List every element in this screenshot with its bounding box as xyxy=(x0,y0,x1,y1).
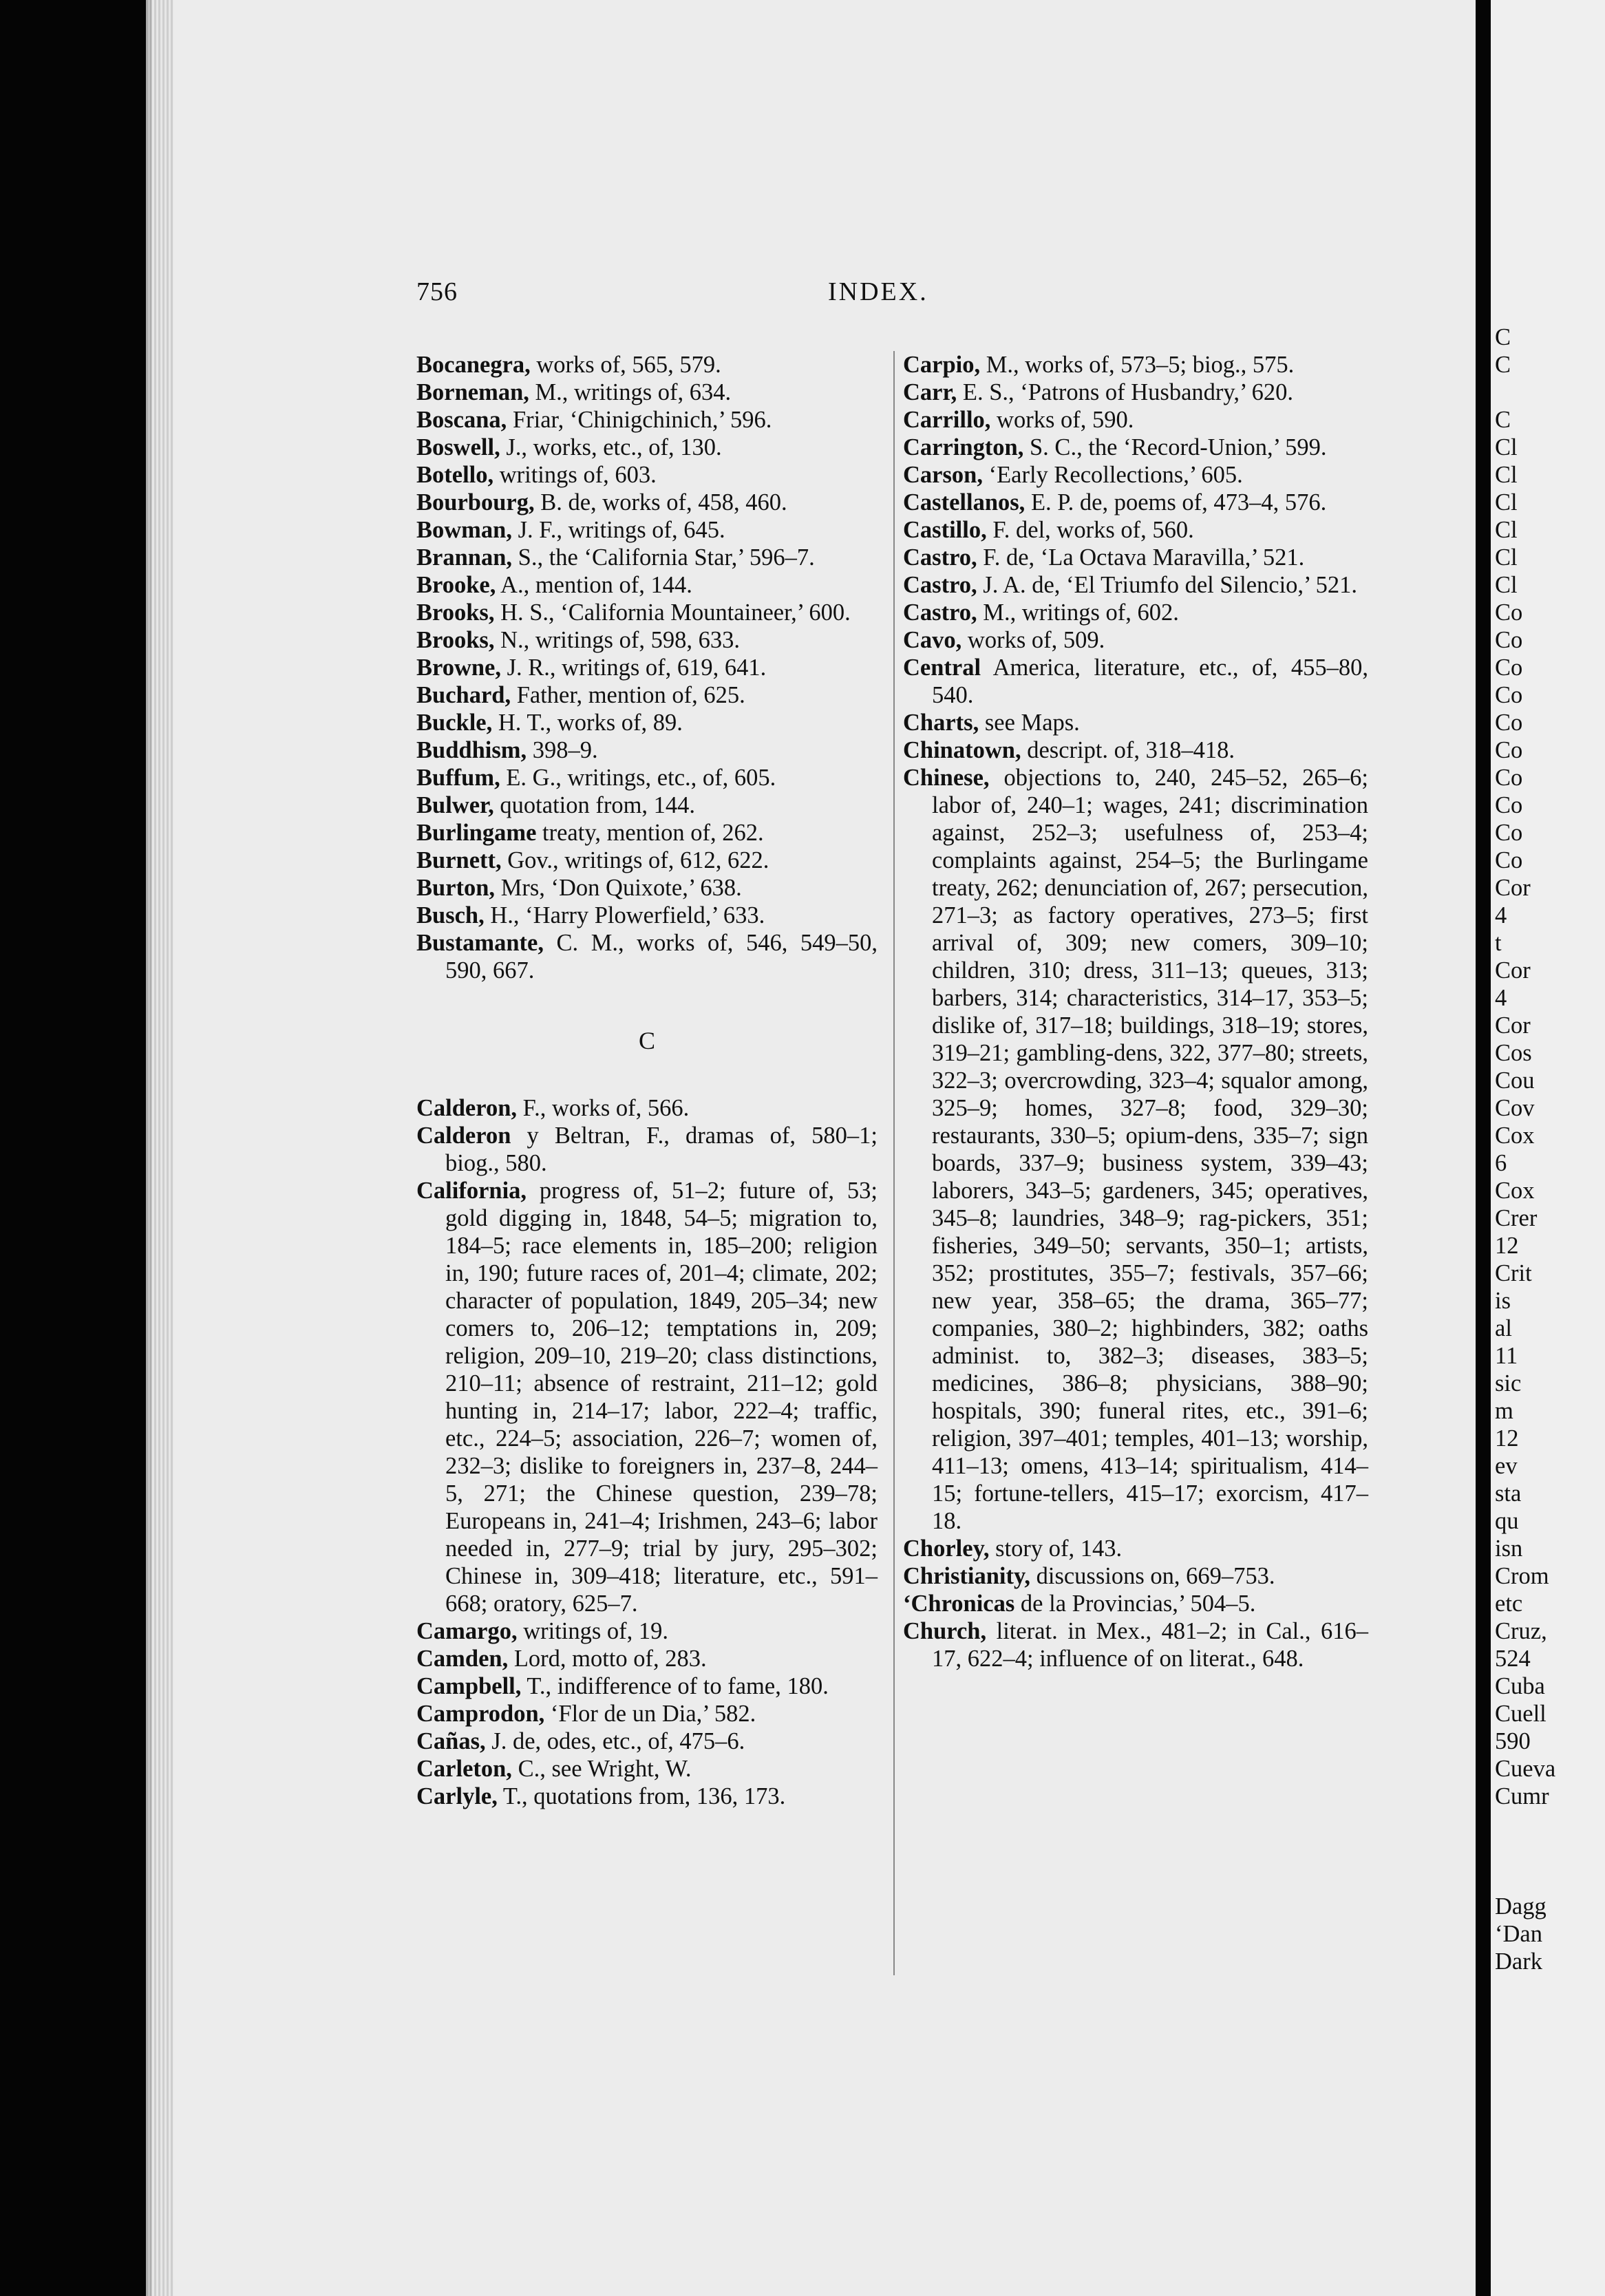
adjacent-page-fragment xyxy=(1495,379,1555,406)
adjacent-page-fragment: Crit xyxy=(1495,1260,1532,1286)
entry-text: works of, 565, 579. xyxy=(530,352,721,378)
entry-text: works of, 509. xyxy=(961,627,1105,653)
entry-text: M., works of, 573–5; biog., 575. xyxy=(980,352,1295,378)
adjacent-page-fragment: Cuell xyxy=(1495,1701,1546,1727)
index-entry xyxy=(416,847,878,874)
index-entry xyxy=(416,1755,878,1783)
index-entry xyxy=(416,626,878,654)
entry-text: J. F., writings of, 645. xyxy=(511,517,725,543)
entry-head: Bocanegra, xyxy=(416,352,531,378)
entry-text: T., quotations from, 136, 173. xyxy=(497,1783,786,1809)
entry-head: California, xyxy=(416,1178,527,1204)
entry-head: Carpio, xyxy=(903,352,981,378)
adjacent-page-fragment: Cumr xyxy=(1495,1783,1549,1809)
entry-text: F., works of, 566. xyxy=(517,1095,690,1121)
entry-head: Browne, xyxy=(416,655,501,681)
index-entry xyxy=(416,1783,878,1810)
adjacent-page-fragment: Co xyxy=(1495,655,1523,681)
adjacent-page-fragment: 590 xyxy=(1495,1728,1531,1754)
entry-text: objections to, 240, 245–52, 265–6; labor of, 240–1; wages, 241; discrimination against, 252–3; usefulness of, 253–4; complaints against, 254–5; the Burlingame treaty, 262; denunciation of, 267; persecution, 271–3; as factory operatives, 273–5; first arrival of, 309; new comers, 309–10; children, 310; dress, 311–13; queues, 313; barbers, 314; characteristics, 314–17, 353–5; dislike of, 317–18; buildings, 318–19; stores, 319–21; gambling-dens, 322, 377–80; streets, 322–3; overcrowding, 323–4; squalor among, 325–9; homes, 327–8; food, 329–30; restaurants, 330–5; opium-dens, 335–7; sign boards, 337–9; business system, 339–43; laborers, 343–5; gardeners, 345; operatives, 345–8; laundries, 348–9; rag-pickers, 351; fisheries, 349–50; servants, 350–1; artists, 352; prostitutes, 355–7; festivals, 357–66; new year, 358–65; the drama, 365–77; companies, 380–2; highbinders, 382; oaths administ. to, 382–3; diseases, 383–5; medicines, 386–8; physicians, 388–90; hospitals, 390; funeral rites, etc., 391–6; religion, 397–401; temples, 401–13; worship, 411–13; omens, 413–14; spiritualism, 414–15; fortune-tellers, 415–17; exorcism, 417–18. xyxy=(932,765,1368,1534)
entry-text: quotation from, 144. xyxy=(493,792,696,818)
index-entry xyxy=(416,544,878,571)
entry-text: H., ‘Harry Plowerfield,’ 633. xyxy=(484,902,765,928)
adjacent-page-fragment: Cl xyxy=(1495,544,1518,571)
entry-head: Calderon, xyxy=(416,1095,518,1121)
index-entry xyxy=(903,571,1368,599)
adjacent-page-fragment: Co xyxy=(1495,599,1523,626)
entry-text: B. de, works of, 458, 460. xyxy=(534,489,787,515)
adjacent-page-fragment: Dagg xyxy=(1495,1893,1546,1920)
entry-head: Carr, xyxy=(903,379,957,405)
entry-text: J. R., writings of, 619, 641. xyxy=(501,655,767,681)
entry-text: see Maps. xyxy=(979,710,1080,736)
entry-head: Chinatown, xyxy=(903,737,1021,763)
index-entry xyxy=(416,736,878,764)
entry-head: Brooke, xyxy=(416,572,496,598)
entry-head: Bourbourg, xyxy=(416,489,535,515)
adjacent-page-fragment: Cuba xyxy=(1495,1673,1545,1699)
adjacent-page-fragment: 6 xyxy=(1495,1150,1507,1176)
index-entry xyxy=(903,736,1368,764)
entry-head: Buckle, xyxy=(416,710,493,736)
entry-text: N., writings of, 598, 633. xyxy=(494,627,740,653)
entry-head: Central xyxy=(903,655,981,681)
entries-b xyxy=(416,351,878,984)
index-entry xyxy=(416,1094,878,1122)
entry-text: H. T., works of, 89. xyxy=(492,710,683,736)
entry-text: works of, 590. xyxy=(990,407,1134,433)
entry-text: J., works, etc., of, 130. xyxy=(500,434,722,460)
index-entry xyxy=(903,434,1368,461)
entry-head: Carlyle, xyxy=(416,1783,498,1809)
index-entry xyxy=(903,1590,1368,1617)
adjacent-page-fragment: Co xyxy=(1495,737,1523,763)
entry-text: E. P. de, poems of, 473–4, 576. xyxy=(1025,489,1327,515)
entry-text: H. S., ‘California Mountaineer,’ 600. xyxy=(494,599,851,626)
entry-head: Brooks, xyxy=(416,599,495,626)
index-entry xyxy=(416,1177,878,1617)
adjacent-page-fragment: Co xyxy=(1495,847,1523,873)
index-entry xyxy=(416,1700,878,1728)
entry-head: Buddhism, xyxy=(416,737,527,763)
adjacent-page-fragment: Cl xyxy=(1495,462,1518,488)
index-entry xyxy=(903,351,1368,379)
entry-head: Burnett, xyxy=(416,847,502,873)
entry-head: Castillo, xyxy=(903,517,987,543)
adjacent-page-fragment: m xyxy=(1495,1398,1513,1424)
entry-text: writings of, 19. xyxy=(517,1618,669,1644)
index-entry xyxy=(903,626,1368,654)
entry-text: M., writings of, 634. xyxy=(529,379,732,405)
entry-head: Camden, xyxy=(416,1646,509,1672)
index-entry xyxy=(416,571,878,599)
index-entry xyxy=(903,461,1368,489)
index-entry xyxy=(416,599,878,626)
entry-head: Borneman, xyxy=(416,379,529,405)
entry-text: Gov., writings of, 612, 622. xyxy=(501,847,769,873)
entry-text: M., writings of, 602. xyxy=(977,599,1179,626)
entry-head: Chorley, xyxy=(903,1535,990,1562)
adjacent-page-fragment: Cor xyxy=(1495,957,1531,984)
adjacent-page-fragment: 12 xyxy=(1495,1425,1519,1452)
entry-text: ‘Flor de un Dia,’ 582. xyxy=(544,1701,756,1727)
adjacent-page-fragment: Cov xyxy=(1495,1095,1535,1121)
entry-text: E. S., ‘Patrons of Husbandry,’ 620. xyxy=(957,379,1293,405)
entry-text: descript. of, 318–418. xyxy=(1021,737,1235,763)
adjacent-page-fragment: etc xyxy=(1495,1591,1523,1617)
index-entry xyxy=(416,929,878,984)
entry-text: T., indifference of to fame, 180. xyxy=(521,1673,829,1699)
entry-text: E. G., writings, etc., of, 605. xyxy=(500,765,776,791)
index-entry xyxy=(903,1617,1368,1672)
entry-text: Lord, motto of, 283. xyxy=(508,1646,707,1672)
entries-c-continued xyxy=(903,351,1368,1672)
index-entry xyxy=(416,406,878,434)
adjacent-page-fragment: Cruz, xyxy=(1495,1618,1547,1644)
adjacent-page-fragment: Cor xyxy=(1495,1012,1531,1039)
adjacent-page-fragment: Co xyxy=(1495,765,1523,791)
index-entry xyxy=(903,764,1368,1535)
adjacent-page-fragment: Crom xyxy=(1495,1563,1549,1589)
index-entry xyxy=(903,489,1368,516)
entry-head: Carson, xyxy=(903,462,983,488)
adjacent-page-fragment: qu xyxy=(1495,1508,1519,1534)
entry-head: Charts, xyxy=(903,710,979,736)
entry-head: Busch, xyxy=(416,902,485,928)
entry-head: Buchard, xyxy=(416,682,511,708)
entry-text: treaty, mention of, 262. xyxy=(536,820,764,846)
entry-text: J. A. de, ‘El Triumfo del Silencio,’ 521. xyxy=(977,572,1357,598)
adjacent-page-fragment: Cl xyxy=(1495,489,1518,515)
adjacent-page-fragment: Cou xyxy=(1495,1067,1535,1094)
index-entry xyxy=(416,791,878,819)
index-entry xyxy=(416,489,878,516)
index-entry xyxy=(416,461,878,489)
adjacent-page-fragment: Dark xyxy=(1495,1948,1542,1975)
adjacent-page-fragment: 11 xyxy=(1495,1343,1518,1369)
entry-text: 398–9. xyxy=(527,737,598,763)
adjacent-page-fragment: Cl xyxy=(1495,434,1518,460)
adjacent-page-fragment: isn xyxy=(1495,1535,1523,1562)
adjacent-page-fragment: Cox xyxy=(1495,1123,1535,1149)
page-edges xyxy=(146,0,173,2296)
entry-text: literat. in Mex., 481–2; in Cal., 616–17, 622–4; influence of on literat., 648. xyxy=(932,1618,1368,1672)
index-entry xyxy=(416,902,878,929)
entry-head: Castellanos, xyxy=(903,489,1025,515)
adjacent-page-fragment: t xyxy=(1495,930,1502,956)
page-number: 756 xyxy=(416,277,458,306)
adjacent-page-fragment: Cl xyxy=(1495,517,1518,543)
entry-text: progress of, 51–2; future of, 53; gold digging in, 1848, 54–5; migration to, 184–5; race elements in, 185–200; religion in, 190; future races of, 201–4; climate, 202; character of population, 1849, 205–34; new comers to, 206–12; temptations in, 209; religion, 209–10, 219–20; class distinctions, 210–11; absence of restraint, 211–12; gold hunting in, 214–17; labor, 222–4; traffic, etc., 224–5; association, 226–7; women of, 232–3; dislike to foreigners in, 237–8, 244–5, 271; the Chinese question, 239–78; Europeans in, 241–4; Irishmen, 243–6; labor needed in, 277–9; trial by jury, 295–302; Chinese in, 309–418; literature, etc., 591–668; oratory, 625–7. xyxy=(445,1178,878,1617)
entry-head: Boswell, xyxy=(416,434,500,460)
entry-text: writings of, 603. xyxy=(493,462,657,488)
entry-head: Camprodon, xyxy=(416,1701,545,1727)
entry-head: Bulwer, xyxy=(416,792,494,818)
index-entry xyxy=(903,1535,1368,1562)
entry-head: Christianity, xyxy=(903,1563,1030,1589)
index-entry xyxy=(416,681,878,709)
adjacent-page-fragment: Cox xyxy=(1495,1178,1535,1204)
index-entry xyxy=(903,406,1368,434)
entry-head: Cavo, xyxy=(903,627,962,653)
index-entry xyxy=(903,516,1368,544)
index-entry xyxy=(416,1672,878,1700)
index-entry xyxy=(416,654,878,681)
adjacent-page-fragment: sic xyxy=(1495,1370,1522,1396)
adjacent-page-fragment: 524 xyxy=(1495,1646,1531,1672)
entry-head: Carrillo, xyxy=(903,407,991,433)
entry-head: Boscana, xyxy=(416,407,507,433)
entry-head: Castro, xyxy=(903,544,977,571)
entry-text: C., see Wright, W. xyxy=(511,1756,692,1782)
index-entry xyxy=(416,516,878,544)
index-column-left xyxy=(416,351,878,1810)
entry-text: F. del, works of, 560. xyxy=(986,517,1194,543)
index-entry xyxy=(416,819,878,847)
entry-text: S. C., the ‘Record-Union,’ 599. xyxy=(1023,434,1327,460)
adjacent-page-fragment: Cueva xyxy=(1495,1756,1556,1782)
running-head: INDEX. xyxy=(828,277,928,306)
index-entry xyxy=(416,1122,878,1177)
index-entry xyxy=(903,599,1368,626)
adjacent-page-fragment: Co xyxy=(1495,820,1523,846)
entry-text: F. de, ‘La Octava Maravilla,’ 521. xyxy=(977,544,1305,571)
entries-c xyxy=(416,1094,878,1810)
adjacent-page-fragment: Cos xyxy=(1495,1040,1532,1066)
entry-text: de la Provincias,’ 504–5. xyxy=(1014,1591,1256,1617)
entry-head: Bowman, xyxy=(416,517,512,543)
adjacent-page-fragment: Crer xyxy=(1495,1205,1538,1231)
entry-text: Friar, ‘Chinigchinich,’ 596. xyxy=(507,407,772,433)
adjacent-page-text xyxy=(1495,323,1555,1975)
adjacent-page-fragment: al xyxy=(1495,1315,1512,1341)
entry-head: Carleton, xyxy=(416,1756,512,1782)
adjacent-page-fragment: Co xyxy=(1495,682,1523,708)
index-entry xyxy=(416,874,878,902)
entry-text: C. M., works of, 546, 549–50, 590, 667. xyxy=(445,930,878,984)
index-entry xyxy=(416,379,878,406)
entry-head: Burton, xyxy=(416,875,496,901)
adjacent-page-fragment: Co xyxy=(1495,710,1523,736)
adjacent-page-fragment: C xyxy=(1495,324,1511,350)
entry-text: S., the ‘California Star,’ 596–7. xyxy=(512,544,815,571)
entry-text: America, literature, etc., of, 455–80, 540. xyxy=(932,655,1368,708)
index-entry xyxy=(416,434,878,461)
adjacent-page-fragment: ev xyxy=(1495,1453,1518,1479)
index-column-right xyxy=(893,351,1368,1975)
adjacent-page-fragment: Co xyxy=(1495,627,1523,653)
index-entry xyxy=(416,1617,878,1645)
entry-head: Castro, xyxy=(903,572,977,598)
entry-text: Father, mention of, 625. xyxy=(511,682,745,708)
entry-head: Camargo, xyxy=(416,1618,518,1644)
index-entry xyxy=(903,544,1368,571)
adjacent-page-fragment: ‘Dan xyxy=(1495,1921,1542,1947)
entry-text: y Beltran, F., dramas of, 580–1; biog., 580. xyxy=(445,1123,878,1176)
entry-head: Botello, xyxy=(416,462,494,488)
index-entry xyxy=(903,654,1368,709)
entry-text: A., mention of, 144. xyxy=(496,572,692,598)
entry-head: Brannan, xyxy=(416,544,513,571)
index-entry xyxy=(903,709,1368,736)
adjacent-page-fragment: Cor xyxy=(1495,875,1531,901)
adjacent-page-fragment: Cl xyxy=(1495,572,1518,598)
entry-head: Burlingame xyxy=(416,820,537,846)
entry-text: ‘Early Recollections,’ 605. xyxy=(982,462,1243,488)
entry-head: Bustamante, xyxy=(416,930,544,956)
entry-head: Calderon xyxy=(416,1123,511,1149)
entry-head: Campbell, xyxy=(416,1673,522,1699)
entry-head: Buffum, xyxy=(416,765,500,791)
section-letter: C xyxy=(638,1027,655,1054)
entry-text: J. de, odes, etc., of, 475–6. xyxy=(485,1728,745,1754)
entry-head: Church, xyxy=(903,1618,987,1644)
adjacent-page-fragment: 4 xyxy=(1495,985,1507,1011)
index-entry xyxy=(416,1645,878,1672)
entry-head: Brooks, xyxy=(416,627,495,653)
entry-text: story of, 143. xyxy=(989,1535,1123,1562)
index-entry xyxy=(903,1562,1368,1590)
entry-head: ‘Chronicas xyxy=(903,1591,1015,1617)
adjacent-page-fragment: 12 xyxy=(1495,1233,1519,1259)
entry-head: Chinese, xyxy=(903,765,990,791)
adjacent-page-fragment: is xyxy=(1495,1288,1511,1314)
adjacent-page-fragment: 4 xyxy=(1495,902,1507,928)
entry-text: discussions on, 669–753. xyxy=(1030,1563,1275,1589)
index-entry xyxy=(416,709,878,736)
adjacent-page-fragment: C xyxy=(1495,352,1511,378)
adjacent-page-gap xyxy=(1495,1810,1555,1893)
adjacent-page xyxy=(1491,0,1605,2296)
adjacent-page-fragment: sta xyxy=(1495,1480,1522,1507)
entry-text: Mrs, ‘Don Quixote,’ 638. xyxy=(495,875,742,901)
index-entry xyxy=(416,351,878,379)
index-entry xyxy=(416,764,878,791)
adjacent-page-fragment: Co xyxy=(1495,792,1523,818)
adjacent-page-fragment: C xyxy=(1495,407,1511,433)
index-entry xyxy=(903,379,1368,406)
entry-head: Castro, xyxy=(903,599,977,626)
entry-head: Cañas, xyxy=(416,1728,486,1754)
index-entry xyxy=(416,1728,878,1755)
entry-head: Carrington, xyxy=(903,434,1024,460)
